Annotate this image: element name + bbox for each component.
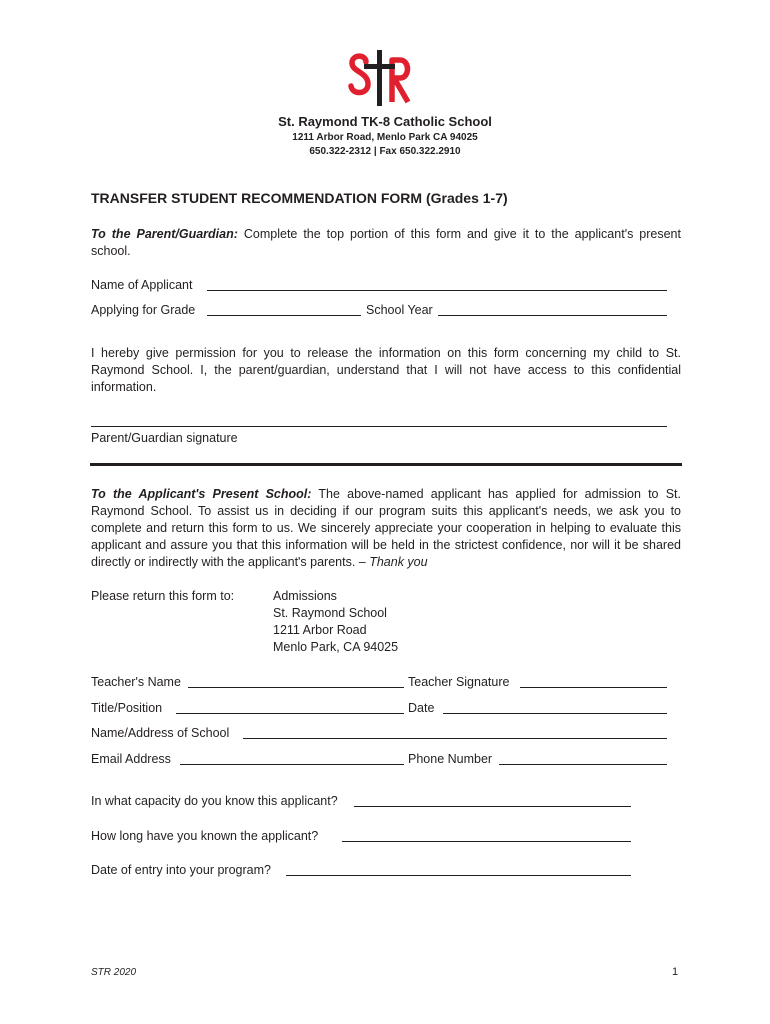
return-address-line: Admissions (273, 589, 337, 603)
applicant-name-label: Name of Applicant (91, 278, 193, 292)
section-divider (90, 463, 682, 466)
school-year-label: School Year (366, 303, 433, 317)
how-long-field[interactable] (342, 841, 631, 842)
teacher-signature-label: Teacher Signature (408, 675, 510, 689)
school-name-address-label: Name/Address of School (91, 726, 230, 740)
footer-code: STR 2020 (91, 967, 137, 978)
school-name-address-field[interactable] (243, 738, 667, 739)
school-intro-lead: To the Applicant's Present School: (91, 487, 312, 501)
capacity-field[interactable] (354, 806, 631, 807)
parent-intro-lead: To the Parent/Guardian: (91, 227, 238, 241)
date-label: Date (408, 701, 435, 715)
thank-you: – Thank you (358, 555, 428, 569)
return-address-line: St. Raymond School (273, 606, 387, 620)
page-number: 1 (672, 966, 679, 978)
school-intro-text: The above-named applicant has applied for admission to St. Raymond School. To assist us in deciding if our program suits this applicant's needs, we ask you to complete and return this form to us. We sincerely appreciate your cooperation in helping to evaluate this applicant and assure you that this information will be held in the strictest confidence, nor will it be shared directly or indirectly with the applicant's parents. (91, 487, 681, 569)
title-position-label: Title/Position (91, 701, 163, 715)
return-address-line: 1211 Arbor Road (273, 623, 367, 637)
date-field[interactable] (443, 713, 667, 714)
capacity-question: In what capacity do you know this applicant? (91, 794, 338, 808)
phone-label: Phone Number (408, 752, 493, 766)
school-logo (348, 48, 412, 108)
return-address-line: Menlo Park, CA 94025 (273, 640, 399, 654)
form-title: TRANSFER STUDENT RECOMMENDATION FORM (Grades 1-7) (91, 190, 508, 206)
parent-signature-label: Parent/Guardian signature (91, 431, 238, 445)
permission-text: I hereby give permission for you to release the information on this form concerning my child to St. Raymond School. I, the parent/guardian, understand that I will not have access to this confidential information. (91, 346, 681, 394)
teacher-signature-field[interactable] (520, 687, 667, 688)
grade-label: Applying for Grade (91, 303, 196, 317)
title-position-field[interactable] (176, 713, 404, 714)
email-label: Email Address (91, 752, 171, 766)
entry-date-question: Date of entry into your program? (91, 863, 271, 877)
school-intro (91, 486, 681, 571)
applicant-name-row (91, 277, 667, 294)
teacher-name-field[interactable] (188, 687, 404, 688)
email-field[interactable] (180, 764, 404, 765)
phone-field[interactable] (499, 764, 667, 765)
parent-intro (91, 226, 681, 260)
school-address: 1211 Arbor Road, Menlo Park CA 94025 (292, 132, 478, 143)
parent-signature-field[interactable] (91, 426, 667, 427)
applicant-name-field[interactable] (207, 290, 667, 291)
grade-field[interactable] (207, 315, 361, 316)
how-long-question: How long have you known the applicant? (91, 829, 319, 843)
entry-date-field[interactable] (286, 875, 631, 876)
school-name: St. Raymond TK-8 Catholic School (278, 114, 492, 129)
parent-intro-text: Complete the top portion of this form and give it to the applicant's present school. (91, 227, 681, 258)
teacher-name-label: Teacher's Name (91, 675, 181, 689)
return-label: Please return this form to: (91, 589, 235, 603)
school-phone-fax: 650.322-2312 | Fax 650.322.2910 (309, 146, 461, 157)
school-year-field[interactable] (438, 315, 667, 316)
